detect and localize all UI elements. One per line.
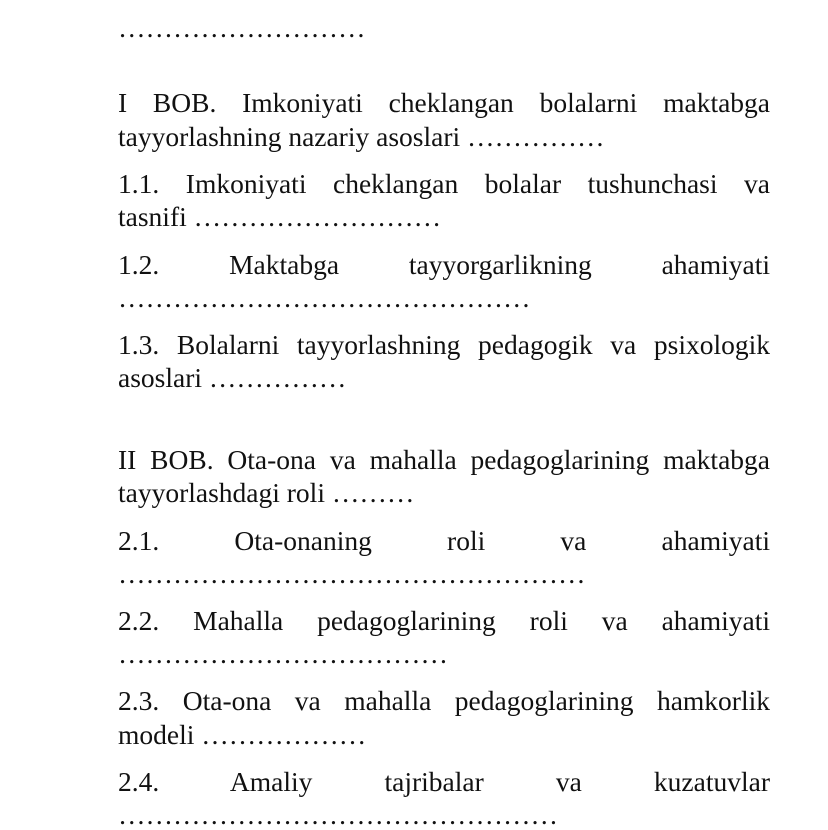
toc-chapter-2-line-1: II BOB. Ota-ona va mahalla pedagoglarining maktabga — [118, 444, 770, 475]
toc-chapter-1-line-2: tayyorlashning nazariy asoslari …………… — [118, 121, 605, 152]
toc-section-2-4-line-2: ………………………………………… — [118, 799, 558, 830]
toc-section-1-2-line-2: ……………………………………… — [118, 282, 531, 313]
toc-section-1-3-line-2: asoslari …………… — [118, 362, 347, 393]
toc-section-1-1-line-2: tasnifi ……………………… — [118, 201, 442, 232]
toc-section-2-3-line-2: modeli ……………… — [118, 719, 367, 750]
toc-section-1-1-line-1: 1.1. Imkoniyati cheklangan bolalar tushunchasi va — [118, 168, 770, 199]
toc-chapter-1-line-1: I BOB. Imkoniyati cheklangan bolalarni maktabga — [118, 87, 770, 118]
toc-section-2-2-line-1: 2.2. Mahalla pedagoglarining roli va ahamiyati — [118, 605, 770, 636]
toc-section-2-4-line-1: 2.4. Amaliy tajribalar va kuzatuvlar — [118, 766, 770, 797]
toc-section-2-3-line-1: 2.3. Ota-ona va mahalla pedagoglarining hamkorlik — [118, 685, 770, 716]
toc-section-2-1-line-2: …………………………………………… — [118, 558, 586, 589]
toc-section-2-1-line-1: 2.1. Ota-onaning roli va ahamiyati — [118, 525, 770, 556]
toc-section-2-2-line-2: ……………………………… — [118, 638, 448, 669]
toc-section-1-2-line-1: 1.2. Maktabga tayyorgarlikning ahamiyati — [118, 249, 770, 280]
toc-chapter-2-line-2: tayyorlashdagi roli ……… — [118, 477, 415, 508]
toc-top-leader: ……………………… — [118, 12, 366, 43]
toc-section-1-3-line-1: 1.3. Bolalarni tayyorlashning pedagogik va psixologik — [118, 329, 770, 360]
